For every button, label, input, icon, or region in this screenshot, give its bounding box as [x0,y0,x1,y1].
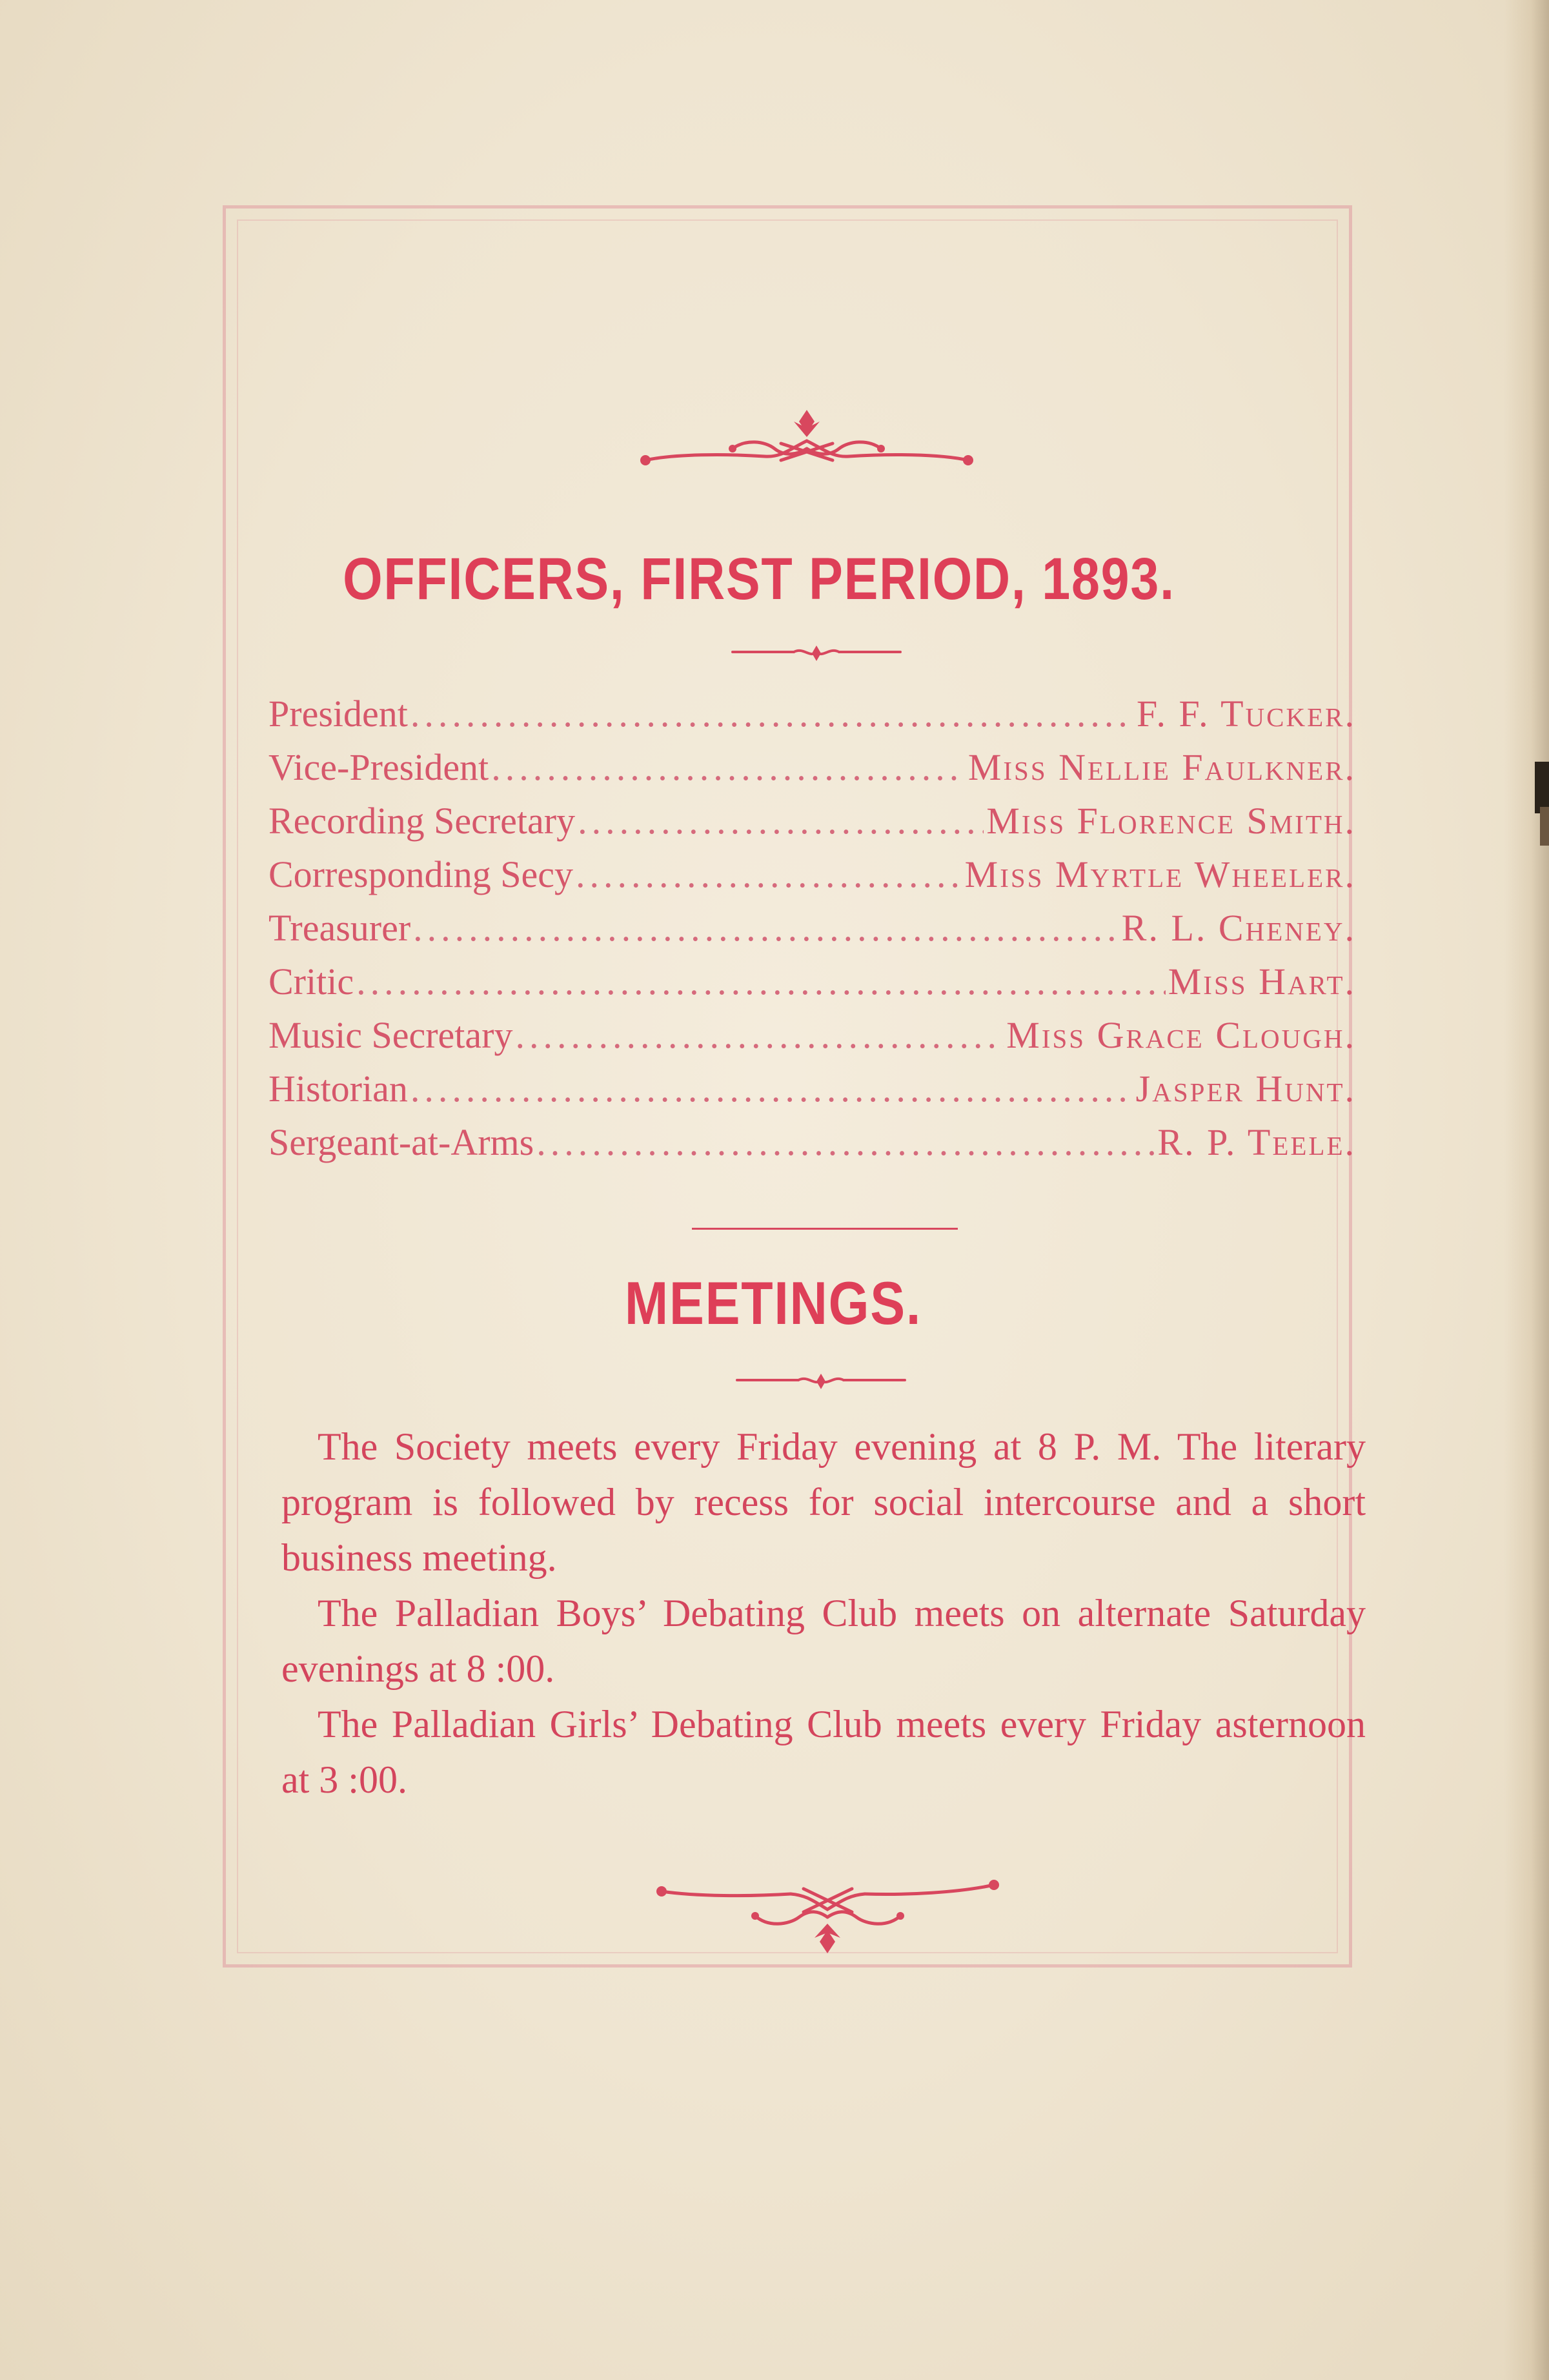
small-divider-ornament [729,640,904,666]
meetings-paragraph: The Palladian Boys’ Debating Club meets on alternate Saturday evenings at 8 :00. [281,1592,1366,1690]
officer-role: President [268,693,408,735]
meetings-paragraph: The Palladian Girls’ Debating Club meets every Friday asternoon at 3 :00. [281,1703,1366,1801]
officers-list [268,692,1356,1174]
meetings-text [281,1419,1366,1807]
bottom-flourish-ornament [652,1866,1004,1969]
section-divider-rule [692,1228,958,1230]
page-edge-tear [1540,807,1549,846]
meetings-heading: MEETINGS. [624,1269,922,1337]
officer-row [268,1121,1356,1174]
officer-role: Critic [268,961,354,1002]
officer-row [268,1067,1356,1121]
officer-role: Recording Secretary [268,800,576,842]
leader-dots [356,960,1166,1003]
page-edge-tear [1535,762,1549,813]
leader-dots [515,1013,1004,1057]
leader-dots [410,1067,1133,1110]
officer-name: Miss Nellie Faulkner. [967,746,1356,788]
officer-row [268,906,1356,960]
officer-row [268,746,1356,799]
officer-row [268,799,1356,853]
officer-name: Miss Hart. [1168,961,1356,1002]
officer-role: Vice-President [268,746,489,788]
officer-role: Historian [268,1068,408,1110]
leader-dots [410,692,1134,735]
meetings-paragraph: The Society meets every Friday evening at 8 P. M. The literary program is followed by recess for social intercourse and a short business meeting. [281,1425,1366,1579]
officer-name: Miss Grace Clough. [1006,1014,1356,1056]
officer-role: Corresponding Secy [268,853,573,895]
small-divider-ornament [734,1368,908,1394]
leader-dots [578,799,984,842]
officer-name: R. L. Cheney. [1121,907,1356,949]
officers-heading: OFFICERS, FIRST PERIOD, 1893. [343,546,1175,612]
officer-row [268,960,1356,1013]
officer-role: Music Secretary [268,1014,513,1056]
page-edge-shadow [1504,0,1549,2380]
officer-name: Miss Florence Smith. [986,800,1356,842]
officer-name: R. P. Teele. [1157,1121,1356,1163]
officer-row [268,692,1356,746]
officer-role: Treasurer [268,907,411,949]
leader-dots [491,746,966,789]
leader-dots [413,906,1119,950]
officer-role: Sergeant-at-Arms [268,1121,534,1163]
leader-dots [576,853,962,896]
officer-name: Jasper Hunt. [1135,1068,1356,1110]
leader-dots [536,1121,1155,1164]
top-flourish-ornament [636,403,978,474]
officer-row [268,1013,1356,1067]
officer-row [268,853,1356,906]
officer-name: Miss Myrtle Wheeler. [964,853,1356,895]
officer-name: F. F. Tucker. [1136,693,1356,735]
